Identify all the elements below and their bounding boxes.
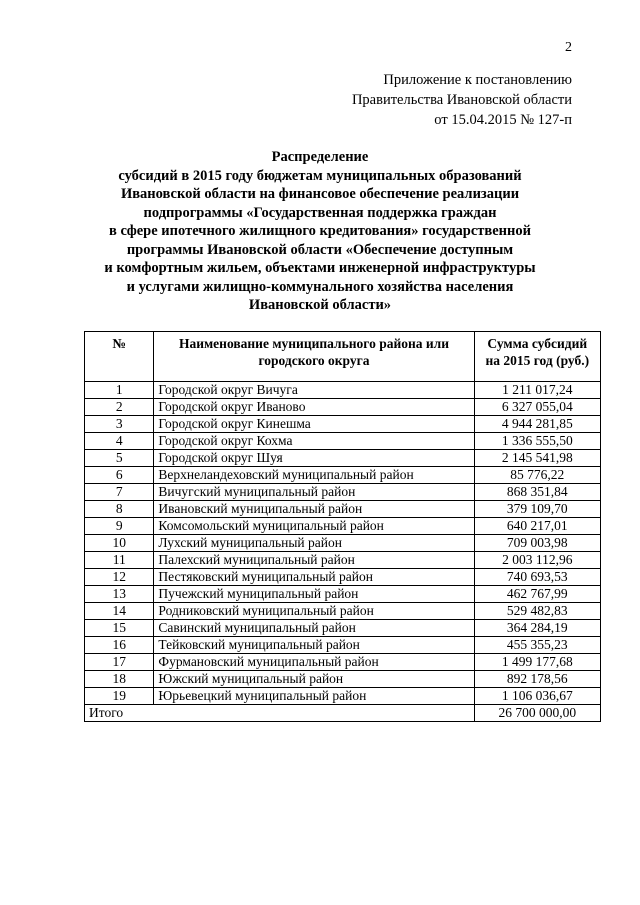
row-number: 2: [85, 399, 154, 416]
row-subsidy-sum: 364 284,19: [474, 620, 600, 637]
table-row: [85, 501, 601, 518]
table-row: [85, 518, 601, 535]
title-line: Ивановской области на финансовое обеспечение реализации: [120, 186, 520, 202]
table-total-row: [85, 705, 601, 722]
row-municipality: Лухский муниципальный район: [154, 535, 474, 552]
row-number: 13: [85, 586, 154, 603]
row-subsidy-sum: 455 355,23: [474, 637, 600, 654]
title-line: подпрограммы «Государственная поддержка граждан: [143, 204, 497, 221]
page-number: 2: [565, 40, 572, 55]
title-line: Ивановской области»: [248, 297, 392, 313]
row-number: 17: [85, 654, 154, 671]
row-number: 18: [85, 671, 154, 688]
appendix-reference: [352, 70, 572, 130]
row-number: 8: [85, 501, 154, 518]
title-line: и услугами жилищно-коммунального хозяйства населения: [126, 278, 514, 295]
row-number: 7: [85, 484, 154, 501]
row-number: 14: [85, 603, 154, 620]
table-row: [85, 569, 601, 586]
row-number: 11: [85, 552, 154, 569]
row-number: 4: [85, 433, 154, 450]
table-row: [85, 399, 601, 416]
table-row: [85, 416, 601, 433]
row-municipality: Ивановский муниципальный район: [154, 501, 474, 518]
row-number: 6: [85, 467, 154, 484]
row-subsidy-sum: 2 145 541,98: [474, 450, 600, 467]
table-row: [85, 586, 601, 603]
row-municipality: Фурмановский муниципальный район: [154, 654, 474, 671]
table-row: [85, 433, 601, 450]
row-municipality: Южский муниципальный район: [154, 671, 474, 688]
title-line: и комфортным жильем, объектами инженерной инфраструктуры: [104, 260, 536, 276]
row-number: 9: [85, 518, 154, 535]
row-municipality: Пестяковский муниципальный район: [154, 569, 474, 586]
row-municipality: Савинский муниципальный район: [154, 620, 474, 637]
title-line: в сфере ипотечного жилищного кредитования» государственной: [109, 223, 531, 239]
row-subsidy-sum: 4 944 281,85: [474, 416, 600, 433]
row-subsidy-sum: 2 003 112,96: [474, 552, 600, 569]
row-number: 19: [85, 688, 154, 705]
row-subsidy-sum: 892 178,56: [474, 671, 600, 688]
table-row: [85, 620, 601, 637]
table-row: [85, 467, 601, 484]
row-subsidy-sum: 740 693,53: [474, 569, 600, 586]
header-number: №: [85, 332, 154, 382]
appendix-line: от 15.04.2015 № 127-п: [434, 112, 572, 128]
title-line: программы Ивановской области «Обеспечение доступным: [126, 241, 514, 258]
row-municipality: Верхнеландеховский муниципальный район: [154, 467, 474, 484]
row-subsidy-sum: 1 336 555,50: [474, 433, 600, 450]
row-subsidy-sum: 868 351,84: [474, 484, 600, 501]
table-header-row: [85, 332, 601, 382]
total-label: Итого: [85, 705, 475, 722]
document-title: [0, 148, 640, 315]
table-row: [85, 671, 601, 688]
table-row: [85, 382, 601, 399]
row-subsidy-sum: 85 776,22: [474, 467, 600, 484]
total-sum: 26 700 000,00: [474, 705, 600, 722]
table-row: [85, 450, 601, 467]
table-row: [85, 688, 601, 705]
title-line: субсидий в 2015 году бюджетам муниципальных образований: [118, 167, 522, 184]
appendix-line: Приложение к постановлению: [383, 72, 572, 88]
appendix-line: Правительства Ивановской области: [351, 92, 572, 108]
row-municipality: Палехский муниципальный район: [154, 552, 474, 569]
row-municipality: Городской округ Вичуга: [154, 382, 474, 399]
row-number: 3: [85, 416, 154, 433]
row-subsidy-sum: 1 499 177,68: [474, 654, 600, 671]
row-number: 12: [85, 569, 154, 586]
row-municipality: Комсомольский муниципальный район: [154, 518, 474, 535]
row-municipality: Городской округ Шуя: [154, 450, 474, 467]
row-subsidy-sum: 1 211 017,24: [474, 382, 600, 399]
table-row: [85, 535, 601, 552]
row-municipality: Тейковский муниципальный район: [154, 637, 474, 654]
table-row: [85, 603, 601, 620]
row-subsidy-sum: 529 482,83: [474, 603, 600, 620]
table-row: [85, 637, 601, 654]
table-body: [85, 382, 601, 722]
subsidies-table: [84, 331, 601, 722]
row-number: 5: [85, 450, 154, 467]
row-municipality: Городской округ Кинешма: [154, 416, 474, 433]
header-municipality: Наименование муниципального района или городского округа: [154, 332, 474, 382]
row-subsidy-sum: 640 217,01: [474, 518, 600, 535]
row-municipality: Вичугский муниципальный район: [154, 484, 474, 501]
row-subsidy-sum: 6 327 055,04: [474, 399, 600, 416]
row-number: 15: [85, 620, 154, 637]
row-municipality: Городской округ Кохма: [154, 433, 474, 450]
row-municipality: Родниковский муниципальный район: [154, 603, 474, 620]
table-row: [85, 654, 601, 671]
row-municipality: Городской округ Иваново: [154, 399, 474, 416]
row-subsidy-sum: 379 109,70: [474, 501, 600, 518]
row-number: 1: [85, 382, 154, 399]
row-municipality: Юрьевецкий муниципальный район: [154, 688, 474, 705]
row-subsidy-sum: 1 106 036,67: [474, 688, 600, 705]
row-subsidy-sum: 462 767,99: [474, 586, 600, 603]
row-subsidy-sum: 709 003,98: [474, 535, 600, 552]
row-municipality: Пучежский муниципальный район: [154, 586, 474, 603]
table-row: [85, 484, 601, 501]
row-number: 16: [85, 637, 154, 654]
row-number: 10: [85, 535, 154, 552]
table-row: [85, 552, 601, 569]
title-line: Распределение: [271, 149, 369, 165]
header-subsidy-sum: Сумма субсидий на 2015 год (руб.): [474, 332, 600, 382]
